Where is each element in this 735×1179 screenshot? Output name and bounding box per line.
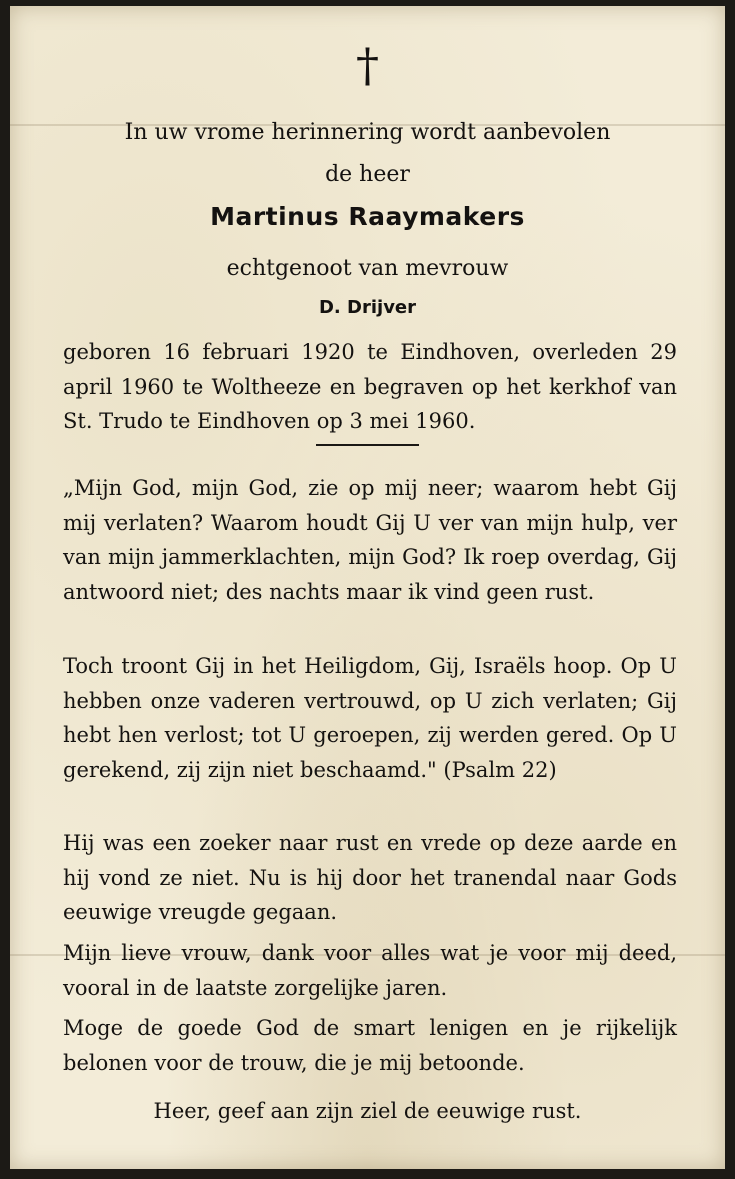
deceased-name: Martinus Raaymakers [210, 202, 525, 231]
honorific: de heer [325, 162, 410, 187]
paragraph-seeker: Hij was een zoeker naar rust en vrede op deze aarde en hij vond ze niet. Nu is hij door het tranendal naar Gods eeuwige vreugde gegaan. [63, 831, 677, 924]
divider [316, 444, 419, 446]
biography: geboren 16 februari 1920 te Eindhoven, overleden 29 april 1960 te Woltheeze en begraven op het kerkhof van St. Trudo te Eindhoven op 3 mei 1960. [63, 340, 677, 433]
paragraph-wife: Mijn lieve vrouw, dank voor alles wat je voor mij deed, vooral in de laatste zorgelijke jaren. [63, 941, 677, 1000]
spouse-intro: echtgenoot van mevrouw [226, 256, 509, 281]
closing-prayer: Heer, geef aan zijn ziel de eeuwige rust. [153, 1099, 582, 1123]
paragraph-blessing: Moge de goede God de smart lenigen en je rijkelijk belonen voor de trouw, die je mij betoonde. [63, 1016, 677, 1075]
intro-line: In uw vrome herinnering wordt aanbevolen [124, 120, 611, 145]
psalm-part-2: Toch troont Gij in het Heiligdom, Gij, Israëls hoop. Op U hebben onze vaderen vertrouwd, op U zich verlaten; Gij hebt hen verlost; tot U geroepen, zij werden gered. Op U gerekend, zij zijn niet beschaamd." (Psalm 22) [63, 654, 677, 782]
psalm-part-1: „Mijn God, mijn God, zie op mij neer; waarom hebt Gij mij verlaten? Waarom houdt Gij U ver van mijn hulp, ver van mijn jammerklachten, mijn God? Ik roep overdag, Gij antwoord niet; des nachts maar ik vind geen rust. [63, 476, 677, 604]
memorial-card [10, 6, 725, 1169]
spouse-name: D. Drijver [318, 297, 417, 318]
cross-icon: † [356, 38, 379, 92]
